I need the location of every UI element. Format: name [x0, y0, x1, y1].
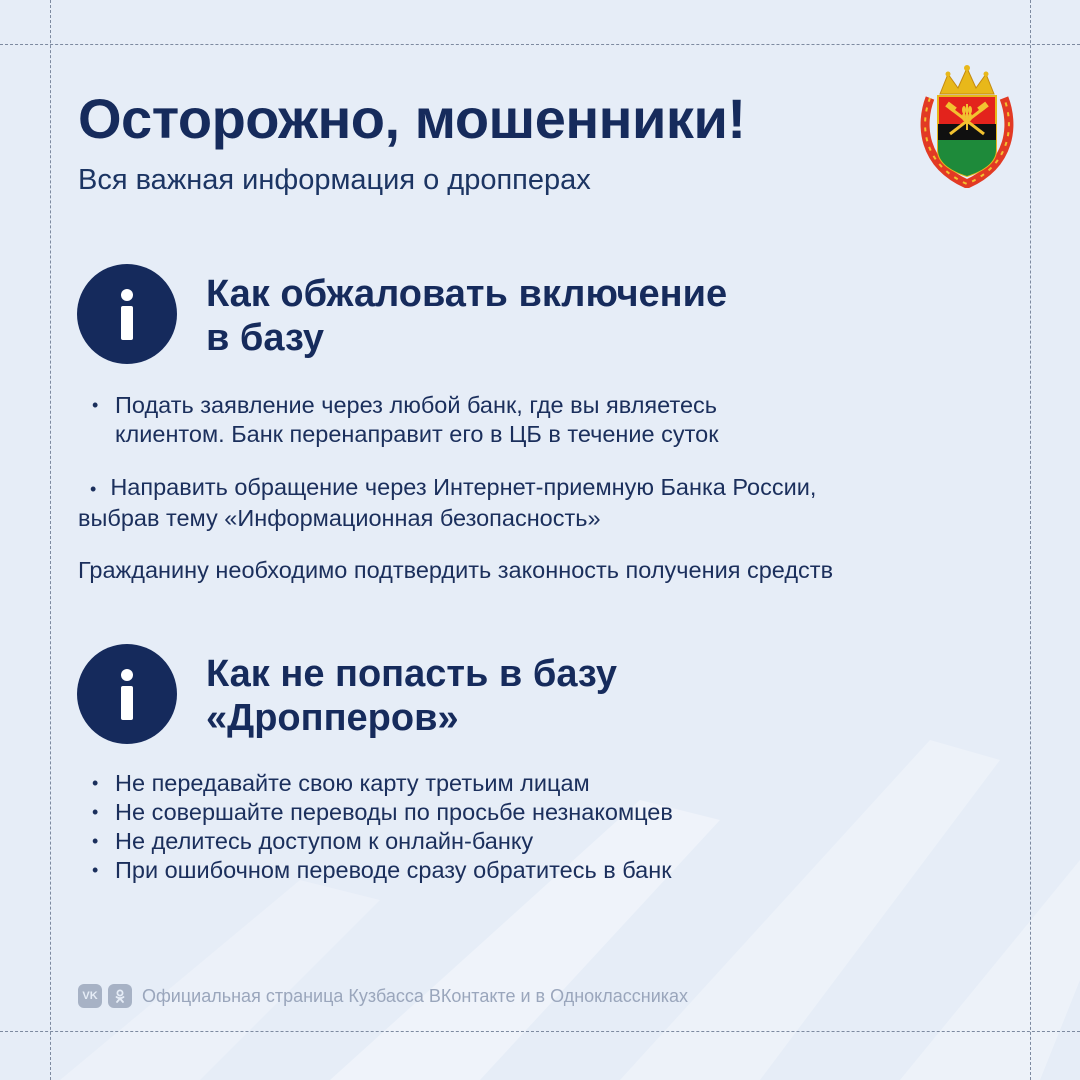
footer	[78, 983, 688, 1009]
list-item-line: клиентом. Банк перенаправит его в ЦБ в течение суток	[115, 421, 719, 447]
guide-line-top	[0, 44, 1080, 45]
list-item-line: • Подать заявление через любой банк, где вы являетесь	[115, 392, 718, 418]
appeal-note: Гражданину необходимо подтвердить законность получения средств	[78, 557, 834, 583]
vk-icon[interactable]: VK	[78, 984, 102, 1008]
section-heading-line: «Дропперов»	[206, 697, 459, 739]
section-heading-line: Как не попасть в базу	[206, 653, 617, 695]
list-item	[90, 391, 718, 449]
list-item: • Не делитесь доступом к онлайн-банку	[90, 827, 673, 856]
section-heading-appeal	[206, 272, 727, 360]
info-icon	[77, 644, 177, 744]
appeal-step-2	[78, 473, 816, 533]
info-icon	[77, 264, 177, 364]
section-heading-line: Как обжаловать включение	[206, 273, 728, 315]
prevention-tips-list	[90, 769, 673, 885]
section-heading-avoid	[206, 652, 617, 740]
appeal-steps-list	[90, 391, 718, 449]
section-heading-line: в базу	[206, 317, 325, 359]
list-item: • При ошибочном переводе сразу обратитесь в банк	[90, 856, 673, 885]
kuzbass-coat-of-arms-icon	[918, 64, 1016, 188]
guide-line-bottom	[0, 1031, 1080, 1032]
list-item: • Не совершайте переводы по просьбе незнакомцев	[90, 798, 673, 827]
page-title: Осторожно, мошенники!	[78, 87, 746, 150]
list-item-text: Направить обращение через Интернет-приемную Банка России,	[110, 474, 817, 500]
guide-line-right	[1030, 0, 1031, 1080]
list-item-line: выбрав тему «Информационная безопасность»	[78, 505, 601, 531]
list-item: • Не передавайте свою карту третьим лицам	[90, 769, 673, 798]
guide-line-left	[50, 0, 51, 1080]
list-item-line	[78, 473, 816, 504]
bullet-icon: •	[90, 479, 97, 499]
odnoklassniki-icon[interactable]	[108, 984, 132, 1008]
footer-text: Официальная страница Кузбасса ВКонтакте и в Одноклассниках	[142, 985, 689, 1006]
page-subtitle: Вся важная информация о дропперах	[78, 164, 591, 196]
